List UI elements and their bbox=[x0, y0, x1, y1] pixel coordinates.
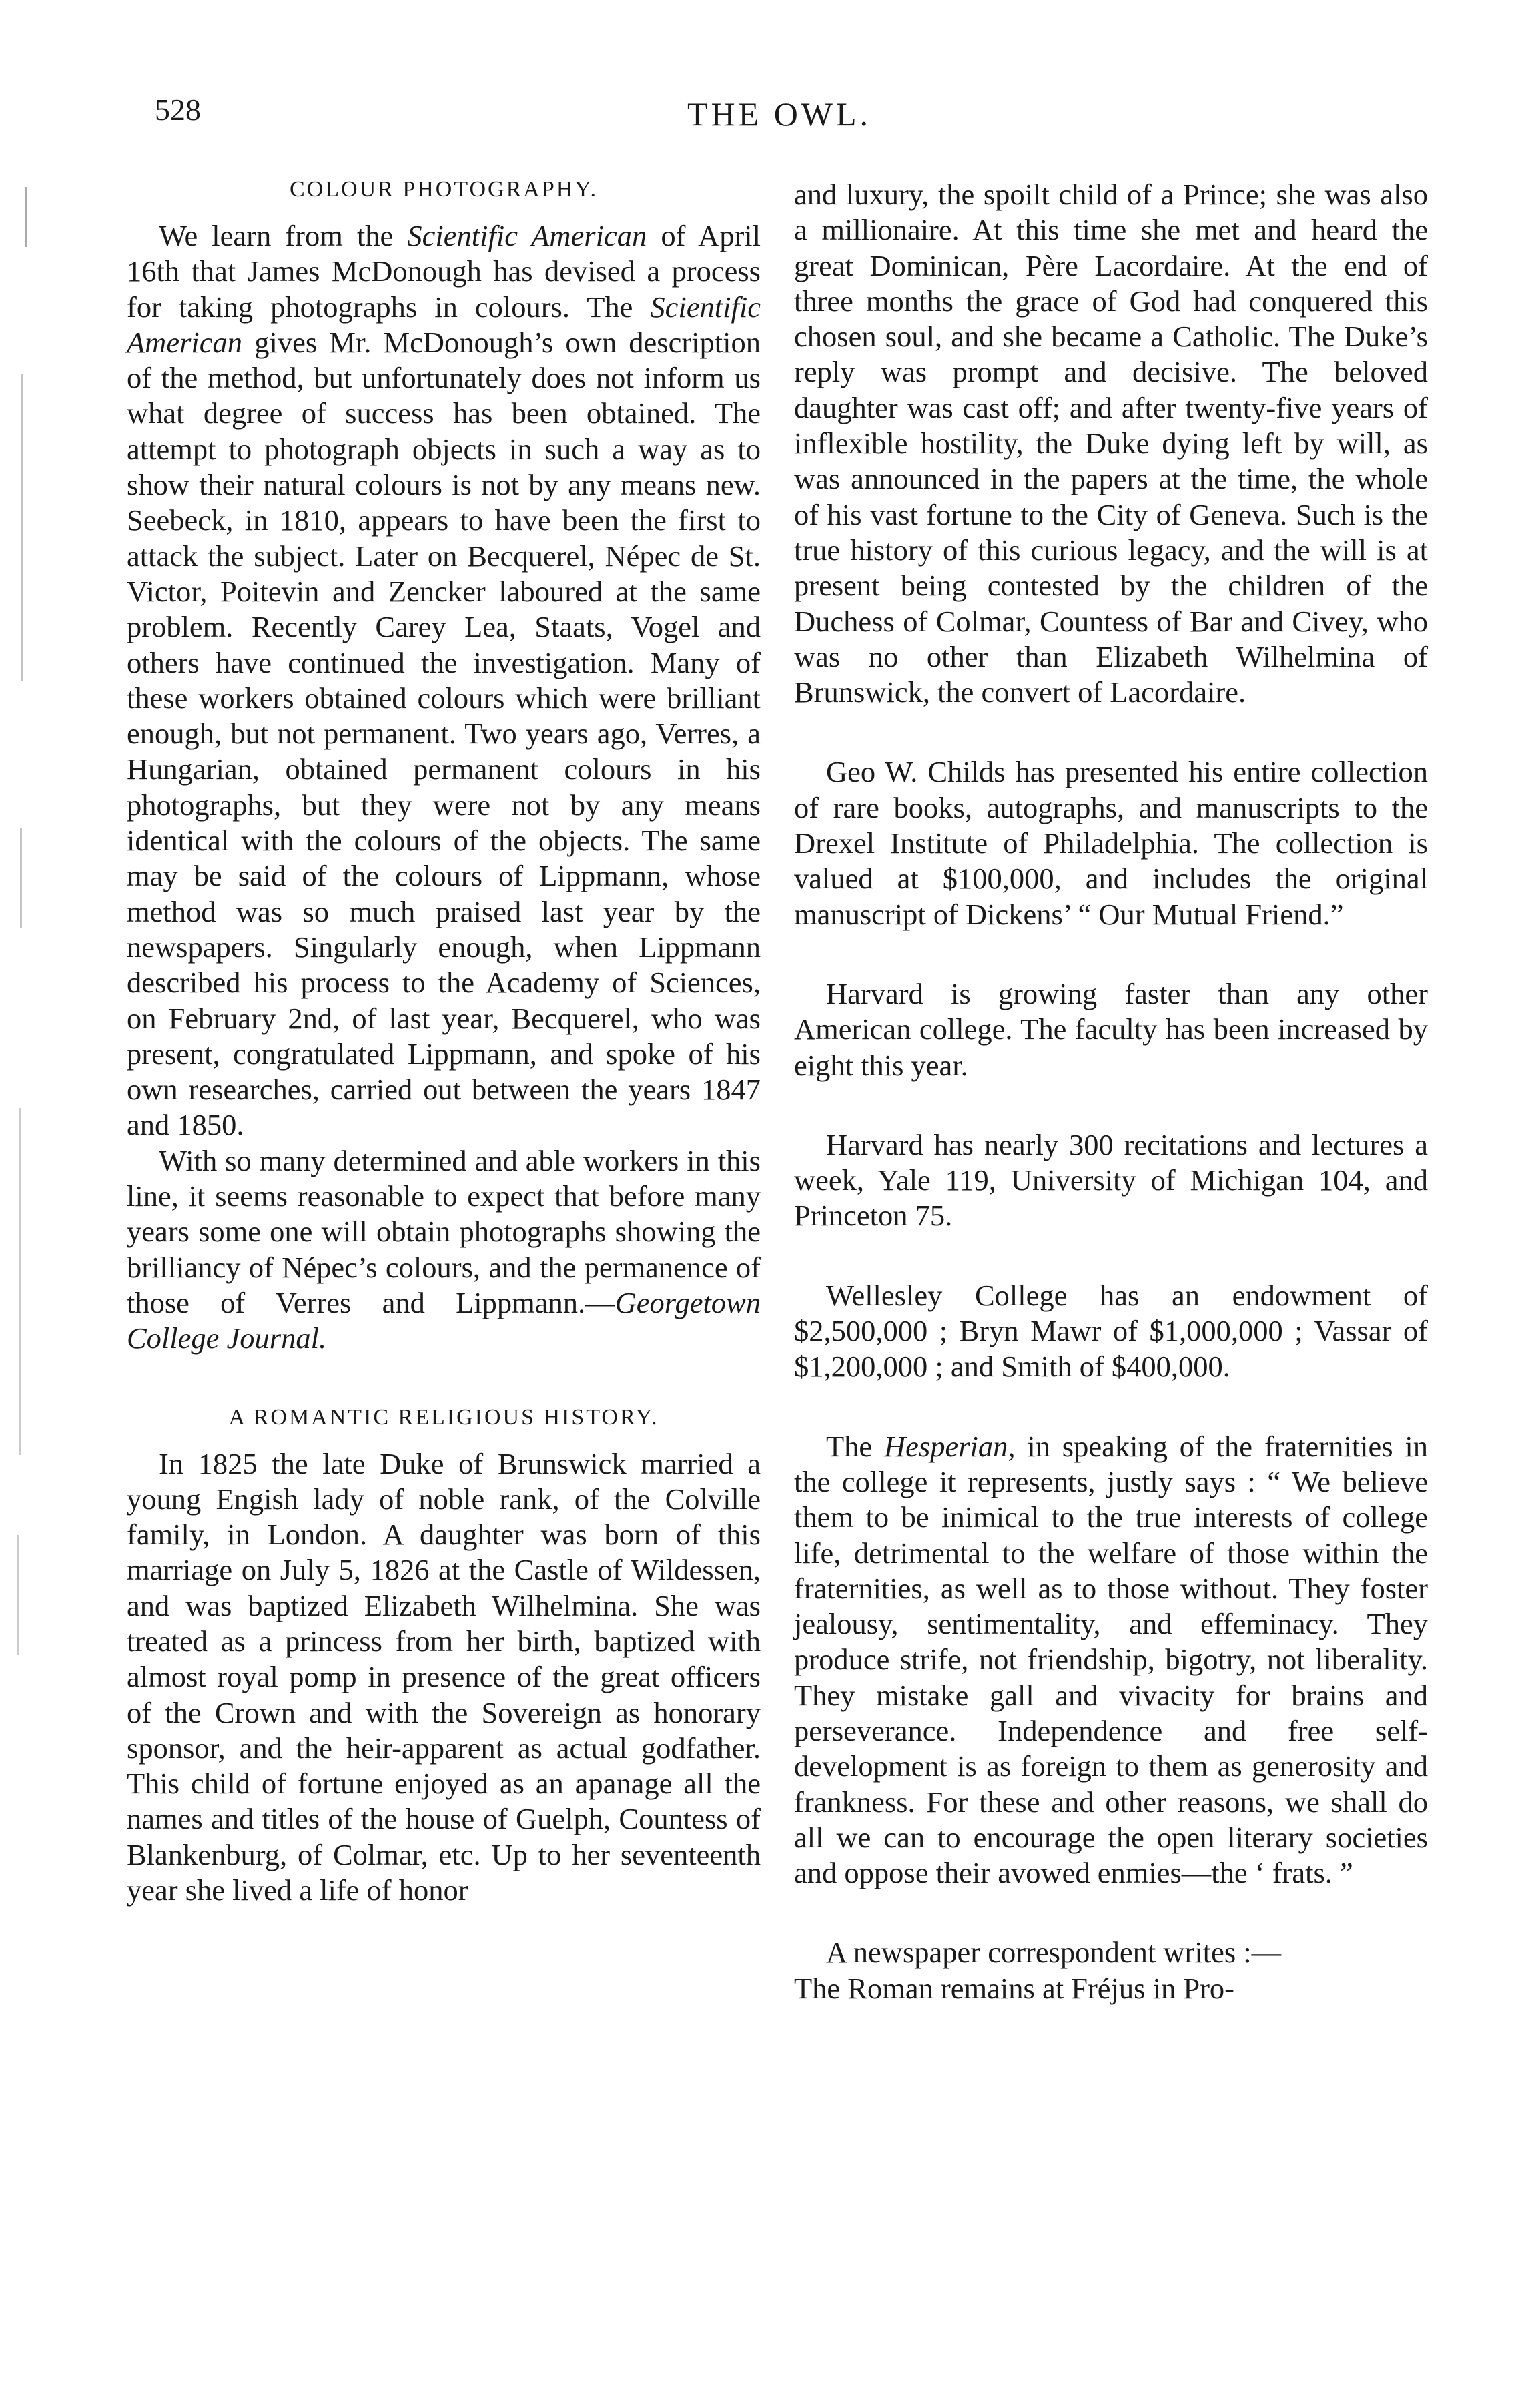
page-header bbox=[0, 92, 1528, 145]
spacer bbox=[794, 1083, 1428, 1127]
scan-mark bbox=[17, 1535, 19, 1655]
text-run: We learn from the bbox=[159, 219, 408, 252]
right-column bbox=[794, 177, 1428, 2006]
paragraph-colour-photography-2 bbox=[127, 1143, 761, 1357]
scan-mark bbox=[19, 1108, 21, 1455]
spacer bbox=[794, 932, 1428, 976]
publication-title: Scientific American bbox=[127, 290, 761, 359]
paragraph-hesperian bbox=[794, 1429, 1428, 1891]
text-run: gives Mr. McDonough’s own description of the method, but unfortunately does not inform us what degree of success has been obtained. The attempt to photograph objects in such a way as to show their natural colours is not by any means new. Seebeck, in 1810, appears to have been the first to attack the subject. Later on Becquerel, Népec de St. Victor, Poitevin and Zencker laboured at the same problem. Recently Carey Lea, Staats, Vogel and others have continued the investigation. Many of these workers obtained colours which were brilliant enough, but not permanent. Two years ago, Verres, a Hungarian, obtained permanent colours in his photographs, but they were not by any means identical with the colours of the objects. The same may be said of the colours of Lippmann, whose method was so much praised last year by the newspapers. Singularly enough, when Lippmann described his process to the Academy of Sciences, on February 2nd, of last year, Becquerel, who was present, congratulated Lippmann, and spoke of his own researches, carried out between the years 1847 and 1850. bbox=[127, 325, 761, 1142]
text-run: The bbox=[826, 1429, 885, 1463]
paragraph-harvard-growth: Harvard is growing faster than any other American college. The faculty has been increased by eight this year. bbox=[794, 976, 1428, 1082]
spacer bbox=[794, 1385, 1428, 1429]
paragraph-newspaper-intro: A newspaper correspondent writes :— bbox=[826, 1935, 1282, 1970]
publication-title: Hesperian bbox=[884, 1429, 1008, 1463]
paragraph-wellesley: Wellesley College has an endowment of $2,500,000 ; Bryn Mawr of $1,000,000 ; Vassar of $1,200,000 ; and Smith of $400,000. bbox=[794, 1278, 1428, 1384]
paragraph-romantic-history-continued: and luxury, the spoilt child of a Prince; she was also a millionaire. At this time she met and heard the great Dominican, Père Lacordaire. At the end of three months the grace of God had conquered this chosen soul, and she became a Catholic. The Duke’s reply was prompt and decisive. The beloved daughter was cast off; and after twenty-five years of inflexible hostility, the Duke dying left by will, as was announced in the papers at the time, the whole of his vast fortune to the City of Geneva. Such is the true history of this curious legacy, and the will is at present being contested by the children of the Duchess of Colmar, Countess of Bar and Civey, who was no other than Elizabeth Wilhelmina of Brunswick, the convert of Lacordaire. bbox=[794, 178, 1428, 709]
text-run: of April 16th that James McDonough has devised a process for taking photographs in colours. The bbox=[127, 219, 761, 324]
publication-title: Georgetown College Journal. bbox=[127, 1285, 761, 1356]
scan-mark bbox=[20, 828, 22, 928]
spacer bbox=[127, 1357, 761, 1405]
paragraph-romantic-history-1: In 1825 the late Duke of Brunswick married a young Engish lady of noble rank, of the Colville family, in London. A daughter was born of this marriage on July 5, 1826 at the Castle of Wildessen, and was baptized Elizabeth Wilhelmina. She was treated as a princess from her birth, baptized with almost royal pomp in presence of the great officers of the Crown and with the Sovereign as honorary sponsor, and the heir-apparent as actual godfather. This child of fortune enjoyed as an apanage all the names and titles of the house of Guelph, Countess of Blankenburg, of Colmar, etc. Up to her seventeenth year she lived a life of honor bbox=[127, 1446, 761, 1907]
left-column bbox=[127, 177, 761, 1908]
scan-mark bbox=[21, 374, 23, 681]
spacer bbox=[794, 1891, 1428, 1935]
scan-mark bbox=[25, 187, 27, 247]
paragraph-harvard-recitations: Harvard has nearly 300 recitations and lectures a week, Yale 119, University of Michigan 104, and Princeton 75. bbox=[794, 1127, 1428, 1233]
page-number: 528 bbox=[155, 93, 201, 127]
running-head: THE OWL. bbox=[687, 95, 872, 133]
spacer bbox=[794, 1234, 1428, 1278]
paragraph-colour-photography-1 bbox=[127, 218, 761, 1143]
paragraph-childs: Geo W. Childs has presented his entire collection of rare books, autographs, and manuscripts to the Drexel Institute of Philadelphia. The collection is valued at $100,000, and includes the original manuscript of Dickens’ “ Our Mutual Friend.” bbox=[794, 755, 1428, 931]
section-heading-colour-photography: COLOUR PHOTOGRAPHY. bbox=[290, 177, 598, 202]
text-run: , in speaking of the fraternities in the college it represents, justly says : “ We believe them to be inimical to the true interests of college life, detrimental to the welfare of those within the fraternities, as well as to those without. They foster jealousy, sentimentality, and effeminacy. They produce strife, not friendship, bigotry, not liberality. They mistake gall and vivacity for brains and perseverance. Independence and free self-development is as foreign to them as generosity and frankness. For these and other reasons, we shall do all we can to encourage the open literary societies and oppose their avowed enmies—the ‘ frats. ” bbox=[794, 1429, 1429, 1890]
text-run: With so many determined and able workers in this line, it seems reasonable to expect that before many years some one will obtain photographs showing the brilliancy of Népec’s colours, and the permanence of those of Verres and Lippmann.— bbox=[127, 1143, 761, 1319]
publication-title: Scientific American bbox=[407, 219, 647, 252]
section-heading-romantic-history: A ROMANTIC RELIGIOUS HISTORY. bbox=[228, 1404, 659, 1430]
spacer bbox=[794, 710, 1428, 754]
paragraph-newspaper-text: The Roman remains at Fréjus in Pro- bbox=[794, 1971, 1234, 2005]
